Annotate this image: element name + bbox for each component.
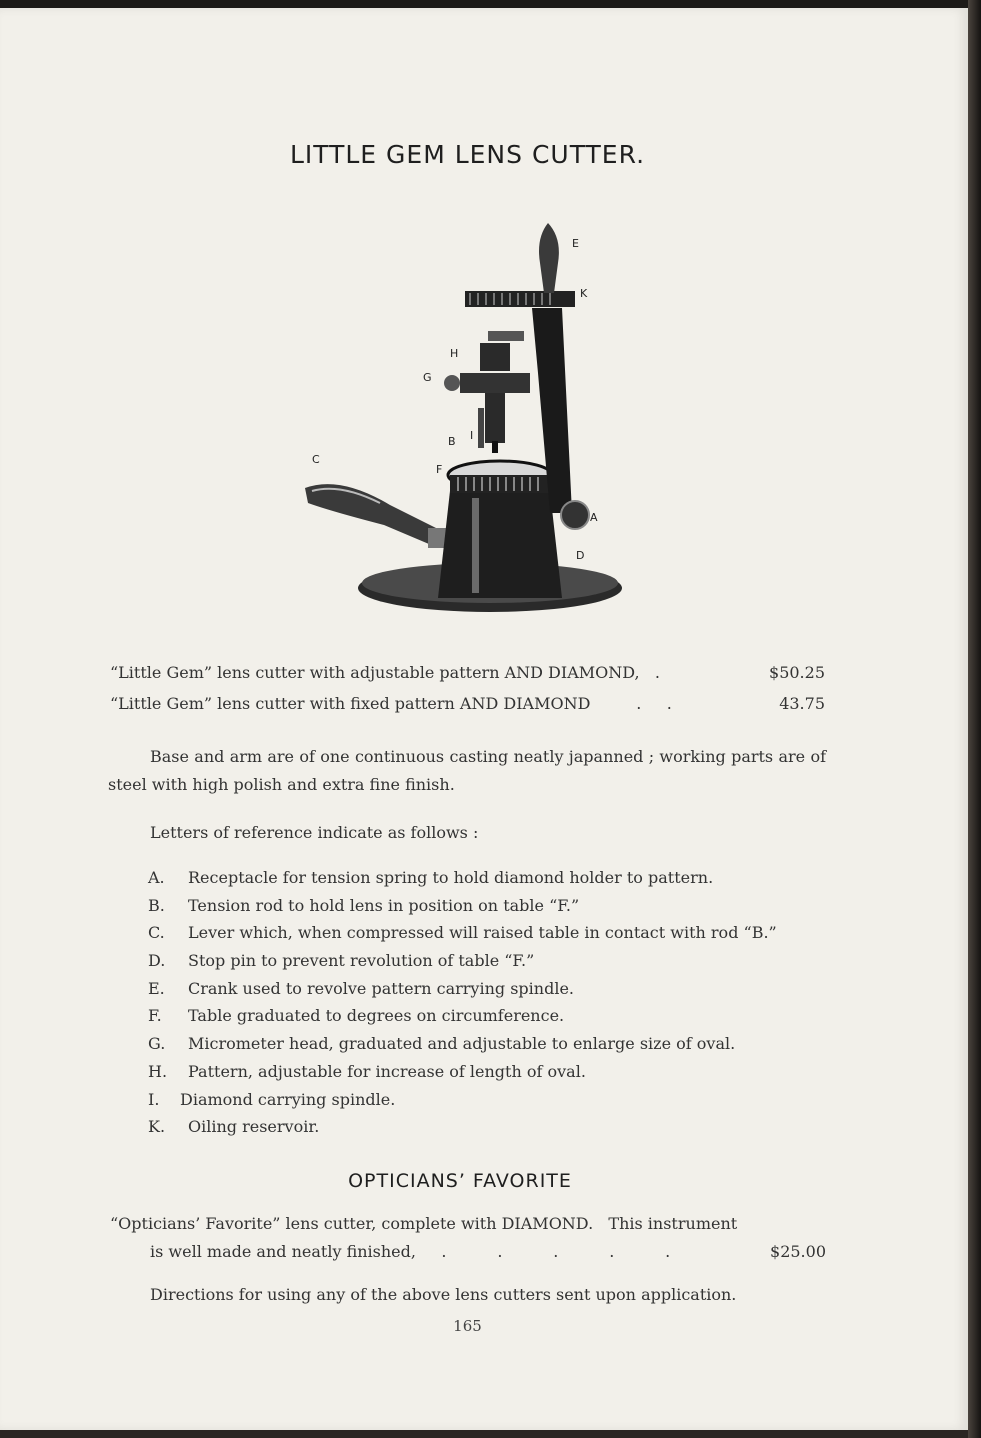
list-item	[148, 1002, 848, 1030]
list-item	[148, 864, 848, 892]
lens-cutter-illustration	[300, 213, 630, 623]
crank-handle	[539, 223, 559, 293]
ref-text: Table graduated to degrees on circumference.	[188, 1006, 565, 1026]
description-paragraph: Base and arm are of one continuous casting neatly japanned ; working parts are of steel with high polish and extra fine finish.	[108, 747, 826, 794]
book-spine-edge	[968, 0, 981, 1438]
list-item	[148, 892, 848, 920]
ref-letter: K.	[148, 1117, 166, 1137]
label-f: F	[436, 463, 443, 476]
list-item	[148, 1030, 848, 1058]
label-a: A	[590, 511, 598, 524]
ref-text: Crank used to revolve pattern carrying spindle.	[188, 978, 574, 998]
ref-text: Diamond carrying spindle.	[180, 1089, 396, 1109]
ref-text: Pattern, adjustable for increase of length of oval.	[188, 1061, 586, 1081]
label-h: H	[450, 347, 459, 360]
price-line-adjustable	[110, 663, 825, 682]
price-value: 43.75	[779, 694, 825, 713]
ref-letter: D.	[148, 951, 166, 971]
ref-letter: H.	[148, 1061, 168, 1081]
lever-handle	[305, 484, 442, 547]
diamond-tip	[492, 441, 498, 453]
label-g: G	[423, 371, 432, 384]
top-page-edge	[0, 0, 981, 8]
list-item	[148, 1086, 848, 1114]
page-number: 165	[453, 1317, 482, 1335]
list-item	[148, 975, 848, 1003]
label-k: K	[580, 287, 588, 300]
list-item	[148, 1058, 848, 1086]
ref-text: Receptacle for tension spring to hold diamond holder to pattern.	[188, 868, 714, 887]
price-value: $50.25	[769, 663, 825, 682]
ref-text: Micrometer head, graduated and adjustable to enlarge size of oval.	[188, 1034, 736, 1054]
drum-highlight	[472, 498, 479, 593]
letters-intro: Letters of reference indicate as follows :	[150, 823, 479, 842]
favorite-line-2-text: is well made and neatly finished, . . . . .	[150, 1242, 671, 1261]
pattern-head	[480, 343, 510, 371]
pattern-knob	[488, 331, 524, 341]
favorite-price: $25.00	[770, 1242, 826, 1261]
list-item	[148, 919, 848, 947]
micrometer-knob	[444, 375, 460, 391]
ref-text: Stop pin to prevent revolution of table “F.”	[188, 951, 535, 971]
drum-body	[438, 491, 562, 598]
ref-letter: B.	[148, 895, 165, 915]
ref-letter: E.	[148, 978, 165, 998]
price-line-text: “Little Gem” lens cutter with adjustable pattern AND DIAMOND, .	[110, 663, 660, 682]
reference-list	[148, 864, 848, 1141]
ref-letter: G.	[148, 1034, 166, 1054]
spring-receptacle	[561, 501, 589, 529]
ref-letter: F.	[148, 1006, 162, 1026]
ref-text: Lever which, when compressed will raised table in contact with rod “B.”	[188, 923, 777, 943]
favorite-line-2	[150, 1242, 826, 1261]
label-e: E	[572, 237, 579, 250]
ref-letter: I.	[148, 1089, 160, 1109]
top-gear	[465, 291, 575, 307]
catalog-page	[0, 8, 968, 1430]
price-line-text: “Little Gem” lens cutter with fixed pattern AND DIAMOND . .	[110, 694, 672, 713]
ref-text: Oiling reservoir.	[188, 1117, 320, 1137]
label-b: B	[448, 435, 456, 448]
table-rim	[450, 475, 550, 493]
label-c: C	[312, 453, 320, 466]
price-line-fixed	[110, 694, 825, 713]
ref-letter: A.	[148, 868, 165, 887]
ref-letter: C.	[148, 923, 165, 943]
diamond-spindle	[485, 393, 505, 443]
page-title: LITTLE GEM LENS CUTTER.	[289, 140, 646, 169]
micrometer-bar	[460, 373, 530, 393]
favorite-line-1: “Opticians’ Favorite” lens cutter, complete with DIAMOND. This instrument	[110, 1214, 738, 1233]
list-item	[148, 1113, 848, 1141]
list-item	[148, 947, 848, 975]
directions-note: Directions for using any of the above lens cutters sent upon application.	[150, 1285, 737, 1304]
section-heading: OPTICIANS’ FAVORITE	[348, 1170, 572, 1192]
ref-text: Tension rod to hold lens in position on table “F.”	[188, 895, 580, 915]
tension-rod	[478, 408, 484, 448]
label-d: D	[576, 549, 585, 562]
label-i: I	[470, 429, 474, 442]
